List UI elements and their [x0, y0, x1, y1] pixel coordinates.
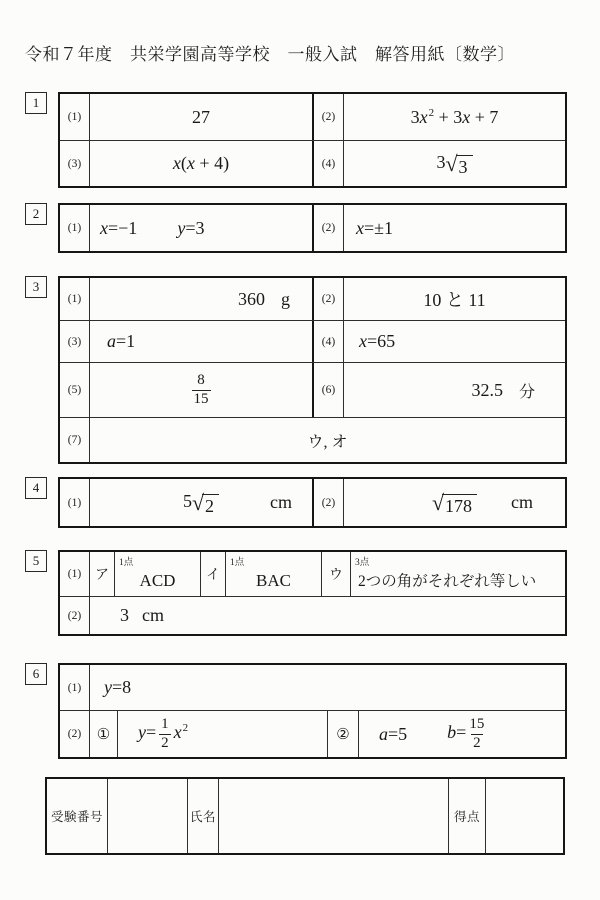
section-3-number: 3: [25, 276, 47, 298]
table-row: [60, 710, 565, 757]
sub-label-circle-1: ①: [89, 711, 117, 757]
points-badge: 1点: [230, 558, 245, 568]
table-row: [60, 665, 565, 710]
section-6: [25, 663, 567, 759]
answer-label-3-4: (4): [312, 321, 343, 362]
name-field: [218, 779, 448, 853]
answer-value: 27: [192, 106, 210, 127]
answer-1-2: [343, 94, 565, 140]
answer-1-3: [89, 141, 312, 186]
table-row: [60, 140, 565, 186]
answer-value: BAC: [256, 571, 291, 590]
section-5-table: [58, 550, 567, 636]
answer-value: ACD: [139, 571, 176, 590]
answer-value: x=65: [359, 331, 396, 351]
answer-label-6-2: (2): [67, 728, 82, 740]
section-4-number: 4: [25, 477, 47, 499]
answer-6-2-2: [358, 711, 565, 757]
radical-sign: √: [445, 150, 458, 176]
examinee-info-table: [45, 777, 565, 855]
answer-value: y= $\frac{1}{2}$ $x^2$: [138, 716, 189, 751]
table-row: [60, 278, 565, 320]
answer-value: 360: [238, 288, 265, 309]
sub-label-circle-2: ②: [327, 711, 358, 757]
section-3: [25, 276, 567, 464]
sub-label-i: イ: [200, 552, 225, 596]
answer-value: $\frac{8}{15}$: [193, 372, 209, 407]
answer-unit: 分: [518, 383, 535, 401]
answer-label-2-1: (1): [67, 222, 82, 234]
answer-value: 32.5: [471, 379, 503, 400]
answer-value: 3 √ 3: [436, 152, 472, 176]
answer-label-1-3: (3): [67, 157, 82, 170]
answer-3-6: [343, 363, 565, 417]
answer-1-4: [343, 141, 565, 186]
table-row: [60, 94, 565, 140]
answer-label-3-5: (5): [67, 384, 82, 396]
section-2-table: [58, 203, 567, 253]
answer-5-2: [89, 597, 565, 634]
table-row: [60, 417, 565, 462]
answer-3-2: [343, 278, 565, 320]
answer-label-3-2: (2): [312, 278, 343, 320]
answer-5-1c: [350, 552, 565, 596]
answer-label-1-2: (2): [312, 94, 343, 140]
points-badge: 3点: [355, 558, 370, 568]
answer-2-2: [343, 205, 565, 251]
answer-label-3-3: (3): [67, 335, 82, 348]
answer-unit: cm: [270, 492, 292, 512]
answer-3-3: [89, 321, 312, 362]
answer-5-1b: [225, 552, 321, 596]
answer-value: 3: [120, 605, 129, 625]
sub-label-u: ウ: [321, 552, 350, 596]
exam-number-field: [107, 779, 187, 853]
answer-4-1: [89, 479, 312, 526]
name-label: 氏名: [187, 779, 218, 853]
answer-value: y=3: [177, 217, 205, 238]
answer-1-1: [89, 94, 312, 140]
section-4-table: [58, 477, 567, 528]
answer-2-1: [89, 205, 312, 251]
answer-value: 2つの角がそれぞれ等しい: [358, 573, 537, 590]
answer-4-2: [343, 479, 565, 526]
answer-value: 10 と 11: [423, 290, 486, 310]
section-1-table: [58, 92, 567, 188]
section-3-table: [58, 276, 567, 464]
sub-label-a: ア: [89, 552, 114, 596]
answer-label-2-2: (2): [312, 205, 343, 251]
answer-label-1-4: (4): [312, 141, 343, 186]
score-field: [485, 779, 563, 853]
page-title: 令和７年度 共栄学園高等学校 一般入試 解答用紙〔数学〕: [25, 45, 515, 64]
table-row: [60, 320, 565, 362]
table-row: [47, 779, 563, 853]
answer-3-5: [89, 363, 312, 417]
table-row: [60, 362, 565, 417]
answer-3-1: [89, 278, 312, 320]
answer-value: x=±1: [356, 217, 394, 238]
section-2-number: 2: [25, 203, 47, 225]
answer-value: a=1: [107, 331, 136, 351]
answer-label-3-1: (1): [67, 293, 82, 305]
answer-value: a=5: [379, 723, 408, 744]
answer-label-3-7: (7): [67, 434, 82, 446]
answer-value: ウ, オ: [307, 433, 348, 451]
points-badge: 1点: [119, 558, 134, 568]
answer-label-4-1: (1): [67, 496, 82, 509]
section-6-table: [58, 663, 567, 759]
answer-unit: g: [281, 288, 290, 309]
section-1-number: 1: [25, 92, 47, 114]
section-5: [25, 550, 567, 636]
answer-unit: cm: [142, 605, 164, 625]
answer-unit: cm: [511, 492, 533, 512]
answer-value: x=−1: [100, 217, 138, 238]
answer-label-1-1: (1): [67, 111, 82, 123]
table-row: [60, 479, 565, 526]
answer-value: √ 178: [432, 491, 477, 515]
answer-label-5-1: (1): [67, 568, 82, 580]
score-label: 得点: [448, 779, 485, 853]
radical-sign: √: [431, 489, 445, 515]
section-4: [25, 477, 567, 528]
table-row: [60, 205, 565, 251]
answer-value: $3x^2 + 3x + 7$: [410, 106, 499, 127]
answer-label-4-2: (2): [312, 479, 343, 526]
answer-label-6-1: (1): [67, 681, 82, 694]
section-6-number: 6: [25, 663, 47, 685]
exam-number-label: 受験番号: [50, 810, 103, 824]
section-1: [25, 92, 567, 188]
answer-6-1: [89, 665, 565, 710]
answer-3-7: [89, 418, 565, 462]
answer-3-4: [343, 321, 565, 362]
answer-value: y=8: [104, 677, 132, 697]
table-row: [60, 552, 565, 596]
answer-value: x(x + 4): [172, 153, 230, 173]
answer-value: 5 √ 2: [183, 491, 219, 515]
answer-label-3-6: (6): [312, 363, 343, 417]
section-2: [25, 203, 567, 253]
answer-5-1a: [114, 552, 200, 596]
answer-6-2-1: [117, 711, 327, 757]
section-5-number: 5: [25, 550, 47, 572]
table-row: [60, 596, 565, 634]
radical-sign: √: [191, 489, 205, 515]
answer-value: b= $\frac{15}{2}$: [447, 716, 485, 751]
answer-label-5-2: (2): [67, 609, 82, 622]
